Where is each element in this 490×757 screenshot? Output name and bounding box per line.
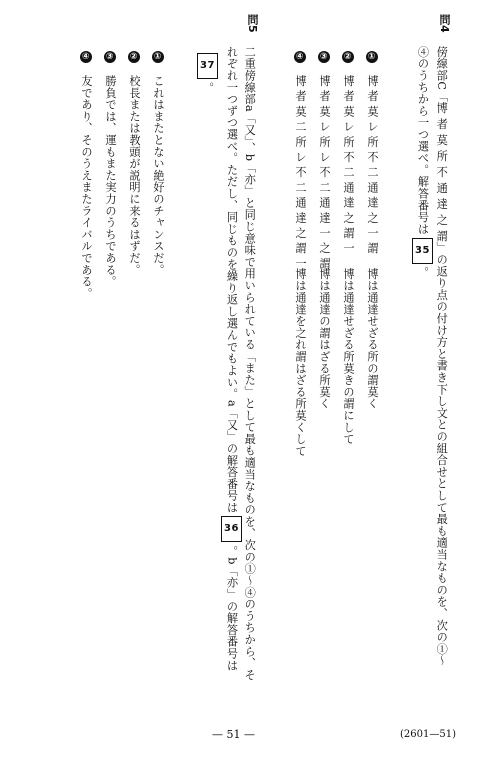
q4-option-3-reading: 博は通達の謂はざる所莫く: [318, 268, 331, 410]
option-text: 友であり、そのうえまたライバルである。: [80, 75, 93, 300]
period: 。: [416, 266, 430, 279]
answer-box-35[interactable]: 35: [412, 238, 433, 264]
answer-box-36[interactable]: 36: [221, 516, 242, 542]
question-5-stem-line2: [221, 46, 242, 671]
option-kanbun: 博者莫レ所不二通達之一謂: [366, 75, 379, 258]
option-number-2: ②: [129, 52, 139, 62]
option-number-2: ②: [343, 52, 353, 62]
question-5-stem-mid: 。b「亦」の解答番号は: [225, 545, 239, 672]
question-4-stem-line2: [412, 46, 433, 279]
q5-option-1[interactable]: [150, 50, 166, 276]
q4-option-4-reading: 博は通達を之れ謂はざる所莫くして: [294, 268, 307, 457]
option-kanbun: 博者莫レ所不二通達之謂一: [342, 75, 355, 258]
option-number-4: ④: [81, 52, 91, 62]
exam-code: (2601—51): [400, 729, 456, 740]
question-4-stem-line1: 傍線部C「博 者 莫 所 不 通 達 之 謂」の返り点の付け方と書き下し文との組合せとして最も適当なものを、次の①～: [435, 46, 449, 667]
question-4-label: 問4: [438, 14, 451, 33]
q4-option-2[interactable]: [340, 50, 356, 258]
period: 。: [201, 82, 215, 94]
question-5-stem-text: れぞれ一つずつ選べ。ただし、同じものを繰り返し選んでもよい。a「又」の解答番号は: [225, 46, 239, 514]
question-5-label: 問5: [246, 14, 259, 33]
page-number: — 51 —: [212, 728, 255, 741]
question-5-stem-line3: [197, 50, 218, 94]
answer-box-37[interactable]: 37: [197, 53, 218, 79]
question-4-stem-text: ④のうちから一つ選べ。解答番号は: [416, 46, 430, 235]
option-text: 勝負では、運もまた実力のうちである。: [104, 75, 117, 288]
option-kanbun: 博者莫二所レ不二通達之謂一: [294, 75, 307, 273]
option-number-3: ③: [319, 52, 329, 62]
option-text: これはまたとない絶好のチャンスだ。: [152, 75, 165, 276]
q5-option-4[interactable]: [78, 50, 94, 299]
q5-option-3[interactable]: [102, 50, 118, 288]
q4-option-1-reading: 博は通達せざる所の謂莫く: [366, 268, 379, 410]
option-number-4: ④: [295, 52, 305, 62]
option-number-1: ①: [367, 52, 377, 62]
q4-option-3[interactable]: [316, 50, 332, 273]
q5-option-2[interactable]: [126, 50, 142, 276]
option-kanbun: 博者莫レ所レ不二通達一之謂: [318, 75, 331, 273]
option-number-3: ③: [105, 52, 115, 62]
q4-option-1[interactable]: [364, 50, 380, 258]
option-number-1: ①: [153, 52, 163, 62]
q4-option-2-reading: 博は通達せざる所莫きの謂にして: [342, 268, 355, 445]
option-text: 校長または教頭が説明に来るはずだ。: [128, 75, 141, 276]
q4-option-4[interactable]: [292, 50, 308, 273]
question-5-stem-line1: 二重傍線部a「又」、b「亦」と同じ意味で用いられている「また」として最も適当なものを、次の①～④のうちから、そ: [243, 46, 257, 681]
